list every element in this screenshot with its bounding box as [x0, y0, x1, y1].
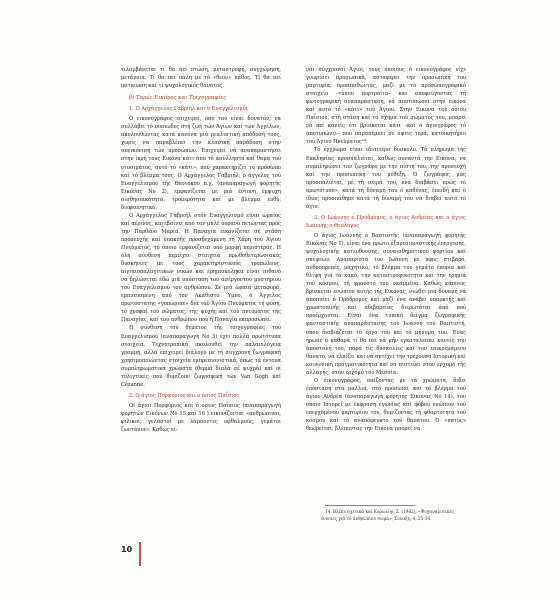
continued-paragraph: ναι σύγχρονοι Άγιοι, τους όποιους ό εικονογράφος είχε γνωρίσει προσωπικά, καταφέρει την προσωπική του μαρτυρία, προσπαθώντας, μαζί με τό προσωπογραφικό στοιχείο –τύπου πορτραίτο– και αποφεύγοντας τή φωτογραφική αναπαράσταση, νά αποτυπώσει στην εικόνα καί αυτό τό «κάτι» τού Άγιου. Στην Εικόνα τού όσιου Παΐσιου, στή στάση καί τό σχήμα τού σώματος του, μπορεί νά πεί κανείς ότι βρίσκεται κάτι –καί ό άγιογράφος τό αποτυπώνει– πού παραπέμπει σέ όψεις τερά, κατοικητήριο τού Άγιου Πνεύματος¹⁴.: [306, 67, 466, 146]
body-paragraph: Τό έγχρωμα είναι ιδιαιτέρα δύσκολο. Τό πλήρωμα τής Εκκλησίας προσπαλιέται, καθώς συναντά την Εικόνα, να συμπληρώσει τον ζωγράφο με την πίστη του, την προσευχή καί την προσωπική του μέθεξη. Ό ζωγράφος μας προσπαλιέται, μέ τή σειρά του, ενά διαβάσει πρώς τό πρωτότυπο», κατά τή δύναμή του ό καθένας, έπειδή καί ό ίδιος προσπάθησε κατά τή δύναμή του νά διαβεί αυτό τό άγιο.: [306, 147, 466, 210]
body-paragraph: Οί άγιοι Πορφύριος καί ό όσιος Παΐσιος (αναπαραγωγή φορητών Εικόνων Νο 15 καί 16 ) εικονίζονται «ανθρώπινοι, φιλικοί, γελαστοί με λάμποντες οφθαλμούς, γεμάτοι ζωντάνια». Καθώς εί-: [121, 402, 281, 434]
body-paragraph: Ο εικονογράφος, παίζοντας με τά χρώματα, διδει έπόσταση στά μαλλιά, στό πρόσωπο, καί τό βλέμμα τού άγίου Ανδρέα (αναπαραγωγή φορητής Εικόνας Νο 14), τον όποιο Ιστορεί με έκφραση έγωνίας καί φόβου ενώπιον τού επερχομένου μαρτυρίου του, θυμίζοντας τή φθαρτότητα τού κόσμου καί τό αναπόφευκτο τού θανάτου. Ό «πατός» θεωρείται, βλέποντας την Εικόνα μπορεί νά: [306, 377, 466, 433]
page-number: 10: [121, 545, 133, 554]
section-heading: β) Ταρώ: Εικόνες και Τοιχογραφίες: [129, 95, 227, 102]
body-paragraph: Ο άγιος Ιωάννης ό Βαπτιστής (αναπαραγωγή φορητής Εικόνας Νο 1), είναι ένα πρώτο έξπρεσιονιστικής ένεργεσης, ψυχολογικής κατευθυνσης, συναισθηματικού φορτίου καί σκέψεων. Αναπαριστά τον Ιωάννη με ύφος στιβαρό, ανδροπρεπές, μαχητικό, τό βλέμμα του γεμάτο έπορία καί θλίψη γιά τό κακό, την καταστροφικότητα και την έρημιά τού κόσμου, τή φρουστό του σκαμμένο. Καθώς κάποιος βρίσκεται ενώπιον αυτής τής Εικόνας, νιώθει μιά δύναμή νά αποπνέει ό Πρόδρομος καί μαζί ένα ανάβει υπαρκτής καί χρωπτοπινής καί αδιβαρείας διερωτάται άπό πού προέρχονται. Είναι ένα τυπικό δείγμα ζωγραφικής φανταστικής αναπαράστασης τού Ιωάννη τού Βαπτιστή, όπου διαβιάζεται τό έργο του καί τό μήνυμα του. Ένας ήρωας ό καθαρά τί θα πεί νά μήν εγκαταλείπει κανείς την αποστολή του, παρά τίς δυσκολίες καί τον επικρεμάμενο θάνατο, νά έλπίζει καί νά αντέχει την τρέχουσα Ιστορική καί κοινωνική πραγματικότητα καί νά πιστεύει στόν ερχομό τής αλλαγής, στόν έρχομό τού Μεσσία.: [306, 232, 466, 376]
right-text-column: [306, 66, 466, 433]
subsection-heading-2: 2. Ο άγιος Πορφύριος και ο όσιος Παΐσιος: [129, 392, 240, 399]
page-number-accent-bar: [139, 542, 141, 566]
body-paragraph: Ο Αρχάγγελος Γαβριήλ στόν Ευαγγελισμό είναι ώραίος καί αέρινος, κατεβαίνει από τον μπλέ ουρανό πετώντας πρός την Παρθένο Μαρία. Η Παναγία εικονίζεται σέ στάση προσευχής καί ύπακοής προσδεχόμενη τή Χάρη τού Άγίου Πνεύματος, τό όποιο εμφανίζεται υπό μορφή περιστεράς. Η όλη σύνθεση περιέχει στοιχεία πρωθοθετερωσιακές δυσκηνίες με τους χαρακτηριστικούς τροπώλους, αίγιαιοπαλαγίτικων νικών και έρημιοκοληκα είναι πιθανό να δηλώνεται έδώ μιά υπόσταση τού άσέργοντου μυστηρίου τού Ευαγγελισμού του ανθρώπου. Σέ μιά ώραία μεταφορά, εμπνευσμένη από τον Ακάθιστο Ύμνο, ό Άγγελος πρωτοστάτης «γοπωρισε» διά τού Άγίου Πνεύματος τή φύση, τό χροφαί τού σώματος, τής ψυχής καί τού πνεύματος τής Παναγίας, καί τού ανθρώπου πού ή Παναγία εκπροσωπεί.: [121, 212, 281, 324]
footnote-divider: [325, 505, 415, 506]
footnote: 14. Βλέπε σχετικά καί Κορωλίης Σ. (1982), «Ψυχαναλυτικές έννοιες γιά τό άνθρώπινο σώμα», Σύναξη, 4, 25-34.: [321, 509, 454, 521]
subsection-heading-3: 3. Ο Ιωάννης ο Πρόδρομος, ο άγιος Ανδρέας και ο άγιος Ιωάννης ο Θεολόγος: [306, 214, 466, 229]
body-paragraph: Ο εικονογράφος επιχειρεί, όσο τού είναι δυνατόν, να συλλάβει τό ουσιώδες στή ζωή τών Άγίων καί τών Άγγέλων, ακολουθώντας κατά κανόνα μιά ρεαλιστική απόδοσή τους, χωρίς να παραβλέπει την κλασική παράδοση στην απεικόνιση τών προσώπων. Επιχειρεί νά αναπαραστήσει στην ίκρή τους Εικόνα κάτι άπο τό άσύλληπτο καί θαμα τού ντοσιμάτος, αυτό τό «κάτι», πού χαρακτηρίζει τό πρόσωπο καί τό βλέμμα τους. Ο Αρχάγγελος Γαβριήλ, ο άγγελος τού Ευαγγελισμού τής Θεοτόκου π.χ. (αναπαραγωγή φορητής Εικόνας Νο 2), εμφανίζεται με μιά έντονη έμψυχη αισθησιακότητα, τρομερότητα καί με βλέμμα ευθύ, διεφευνητικό.: [121, 116, 281, 211]
intro-paragraph: τιλαμβάνεται τί θα πεί πτώση, μεταστροφή, συγχώρηση, μετάνοια. Τί θα πεί πάλη με τό «θεον» πάθος. Τί θα πεί ματαίωση καί τί ψυχολογικός θάνατος.: [121, 67, 281, 90]
subsection-heading-1: 1. Ο Αρχάγγελος Γαβριήλ και ο Ευαγγελισμός: [129, 106, 249, 113]
left-text-column: [121, 66, 281, 434]
body-paragraph: Η σύνθεση τού θέματος τής τοιχογραφίας τού Ευαγγελισμού (αναπαραγωγή Νο 3) έχει πολλά πρωτότυπα στοιχεία. Τεχνοτροπικά ακολουθεί την παλαιολόγεια γραμμή, άλλά επιχειρεί διάλογο με τή σύγχρονη ζωγραφική χρησιμοποιώντας στοιχεία εμπρεσιονιστικά, όπως τά έντονα συμπληρωματικά χρώματα (θερμά δίπλα σέ ψυχρά) καί οί τυλιγτικές πού θυμίζουν ζωγραφική τών Van Gogh καί Cézanne.: [121, 325, 281, 388]
